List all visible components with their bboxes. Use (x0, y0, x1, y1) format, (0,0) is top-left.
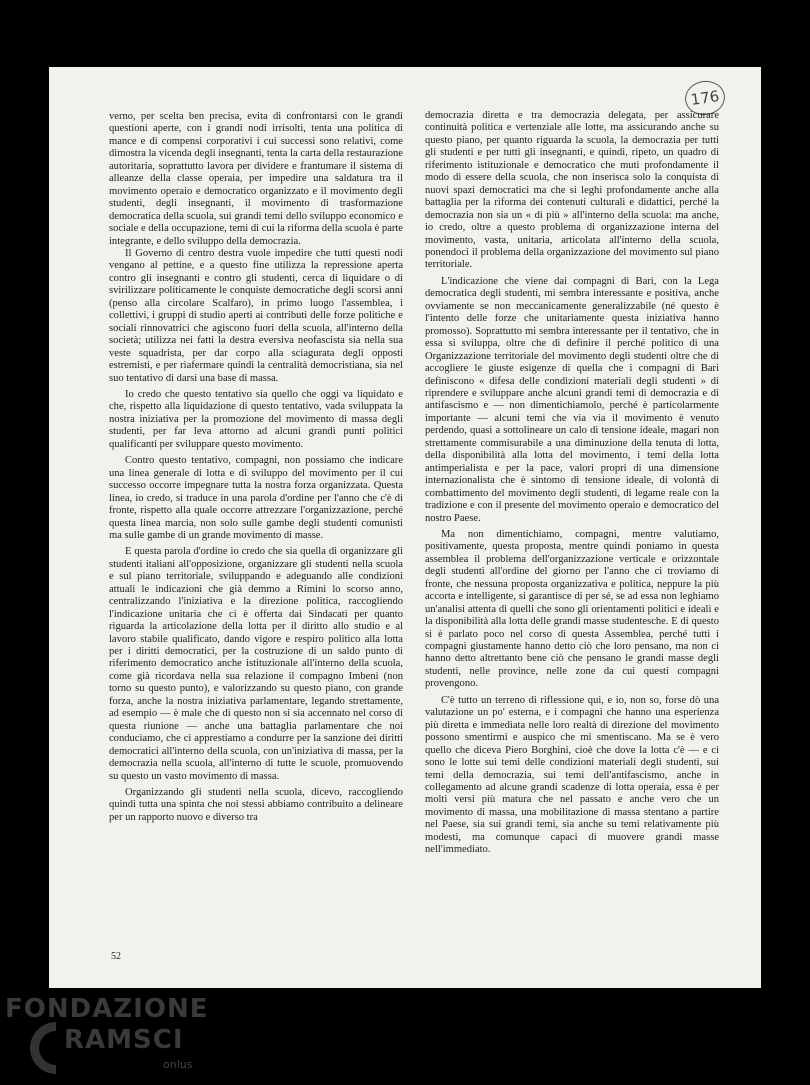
logo-suffix: onlus (163, 1058, 193, 1071)
document-page (49, 67, 761, 988)
paragraph: Il Governo di centro destra vuole impedire che tutti questi nodi vengano al pettine, e a questo fine utilizza la repressione aperta contro gli insegnanti e contro gli studenti, cerca di liquidare o di svirilizzare politicamente le conquiste democratiche degli scorsi anni (penso alla circolare Scalfaro), in primo luogo l'assemblea, i collettivi, i gruppi di studio aperti ai contributi delle forze politiche e sociali rinnovatrici che agiscono fuori della scuola, all'interno della società; utilizza nei fatti la destra eversiva neofascista sia nella sua veste squadrista, per dar corpo alla sciagurata degli opposti estremisti, e per riafermare quindi la centralità democristiana, sia nel suo tentativo di darsi una base di massa. (109, 247, 403, 384)
paragraph: Io credo che questo tentativo sia quello che oggi va liquidato e che, rispetto alla liquidazione di questo tentativo, vada sviluppata la nostra iniziativa per la promozione del movimento di massa degli studenti, per far leva attorno ad alcuni grandi punti politici qualificanti per sviluppare questo movimento. (109, 388, 403, 450)
paragraph: L'indicazione che viene dai compagni di Bari, con la Lega democratica degli studenti, mi sembra interessante e positiva, anche ovviamente se non meccanicamente generalizzabile (né questo è l'intento delle forze che unitariamente questa iniziativa hanno promosso). Soprattutto mi sembra interessante per il tentativo, che in essa si sviluppa, oltre che di definire il perché politico di una Organizzazione territoriale del movimento degli studenti oltre che di accogliere le giuste esigenze di quella che i compagni di Bari definiscono « difesa delle condizioni materiali degli studenti » di riprendere e sviluppare anche alcuni grandi temi di democrazia e di antifascismo e — non dimentichiamolo, perché è particolarmente importante — alcuni temi che via via il movimento è venuto perdendo, quasi a sottolineare un calo di tensione ideale, magari non strettamente commisurabile a una diminuzione della tenuta di lotta, della disponibilità alla lotta del movimento, i temi della lotta antimperialista e per la pace, valori propri di una dimensione internazionalista che è sintomo di tensione ideale, di volontà di combattimento del movimento degli studenti, di legame reale con la tradizione e con il presente del movimento operaio e democratico del nostro Paese. (425, 275, 719, 524)
logo-line-1: FONDAZIONE (5, 994, 209, 1024)
paragraph: Organizzando gli studenti nella scuola, dicevo, raccogliendo quindi tutta una spinta che noi stessi abbiamo contribuito a delineare per un rapporto nuovo e diverso tra (109, 787, 403, 823)
paragraph: Contro questo tentativo, compagni, non possiamo che indicare una linea generale di lotta e di sviluppo del movimento per il cui successo occorre impegnare tutta la nostra forza organizzata. Questa linea, io credo, si traduce in una parola d'ordine per l'anno che c'è di fronte, rispetto alla quale occorre attrezzare l'organizzazione, perché questa linea marcia, non solo sulle gambe degli studenti comunisti ma sulle gambe di un grande movimento di masse. (109, 455, 403, 541)
logo-line-2: RAMSCI (64, 1025, 184, 1055)
archive-stamp: 176 (683, 78, 727, 117)
left-column (109, 111, 403, 824)
page-number: 52 (111, 951, 121, 962)
paragraph: E questa parola d'ordine io credo che sia quella di organizzare gli studenti italiani all'opposizione, organizzare gli studenti nella scuola e sul piano territoriale, sviluppando e adeguando alle condizioni attuali le indicazioni che già demmo a Rimini lo scorso anno, centralizzando l'iniziativa e la direzione politica, raccogliendo l'indicazione unitaria che ci è offerta dai Sindacati per quanto riguarda la articolazione della lotta per il diritto allo studio e al lavoro stabile qualificato, dando vigore e respiro politico alla lotta per i diritti democratici, per la costruzione di un saldo punto di riferimento democratico anche istituzionale all'interno della scuola, come già ricordava nella sua relazione il compagno Imbeni (non torno su questo punto), e valorizzando su questo piano, con grande forza, anche la nostra iniziativa parlamentare, legando strettamente, ad esempio — è male che di questo non si sia accennato nel corso di questa riunione — anche una battaglia parlamentare che noi conduciamo, che ci apprestiamo a condurre per la sanzione dei diritti democratici all'interno della scuola, con un'iniziativa di massa, per la democrazia nella scuola, all'interno di tutte le scuole, promuovendo su questo un vasto movimento di massa. (109, 546, 403, 782)
right-column (425, 110, 719, 857)
paragraph: Ma non dimentichiamo, compagni, mentre valutiamo, positivamente, questa proposta, mentre quindi poniamo in questa assemblea il problema dell'organizzazione verticale e orizzontale degli studenti all'ordine del giorno per l'anno che ci troviamo di fronte, che nessuna proposta organizzativa e politica, neppure la più accorta e intelligente, si garantisce di per sé, se ad essa non leghiamo un'analisi attenta di quelli che sono gli orientamenti politici e ideali e la disponibilità alla lotta delle grandi masse studentesche. E di questo si è parlato poco nel corso di questa Assemblea, perché tutti i compagni giustamente hanno detto ciò che loro pensano, ma non ci hanno detto altrettanto bene ciò che pensano le grandi masse degli studenti, nelle province, nelle zone da cui questi compagni provengono. (425, 528, 719, 690)
paragraph: verno, per scelta ben precisa, evita di confrontarsi con le grandi questioni aperte, con i grandi nodi irrisolti, tenta una politica di mance e di compensi corporativi i cui successi sono relativi, come dimostra la vicenda degli insegnanti, tenta la carta della restaurazione autoritaria, soprattutto lavora per dividere e frantumare il sistema di alleanze della classe operaia, per impedire una saldatura tra il movimento operaio e democratico organizzato e il movimento degli studenti, degli insegnanti, il movimento di trasformazione democratica della scuola, sui grandi temi dello sviluppo economico e sociale e della occupazione, temi di cui la riforma della scuola è parte integrante, e dello sviluppo della democrazia. (109, 111, 403, 247)
paragraph: democrazia diretta e tra democrazia delegata, per assicurare continuità politica e vertenziale alle lotte, ma assicurando anche su questo piano, per quanto riguarda la scuola, la democrazia per tutti gli studenti e per tutti gli insegnanti, e quindi, ripeto, un quadro di riferimento istituzionale e democratico che muti profondamente il modo di essere della scuola, che non inserisca solo la conquista di nuovi spazi democratici ma che si leghi profondamente anche alla battaglia per la riforma dei contenuti culturali e didattici, perché la democrazia non sia un « di più » all'interno della scuola: ma anche, io credo, oltre a questo problema di organizzazione interna del movimento, vasta, unitaria, articolata all'interno della scuola, ponendoci il problema della organizzazione del movimento sul piano territoriale. (425, 110, 719, 271)
paragraph: C'è tutto un terreno di riflessione qui, e io, non so, forse dò una valutazione un po' esterna, e i compagni che hanno una esperienza più diretta e immediata nelle loro realtà di direzione del movimento possono smentirmi e auspico che mi smentiscano. Ma se è vero quello che diceva Piero Borghini, cioè che dove la lotta c'è — e ci sono le lotte sui temi delle condizioni materiali degli studenti, sui temi della democrazia, sui temi dell'antifascismo, anche in collegamento ad alcune grandi scadenze di lotta operaia, essa è per molti versi più matura che nel passato e anche vero che un movimento di massa, una mobilitazione di massa stentano a partire nel Paese, sia sui grandi temi, sia anche su temi relativamente più modesti, ma comunque capaci di muovere grandi masse nell'immediato. (425, 694, 719, 856)
fondazione-gramsci-logo (0, 992, 240, 1080)
